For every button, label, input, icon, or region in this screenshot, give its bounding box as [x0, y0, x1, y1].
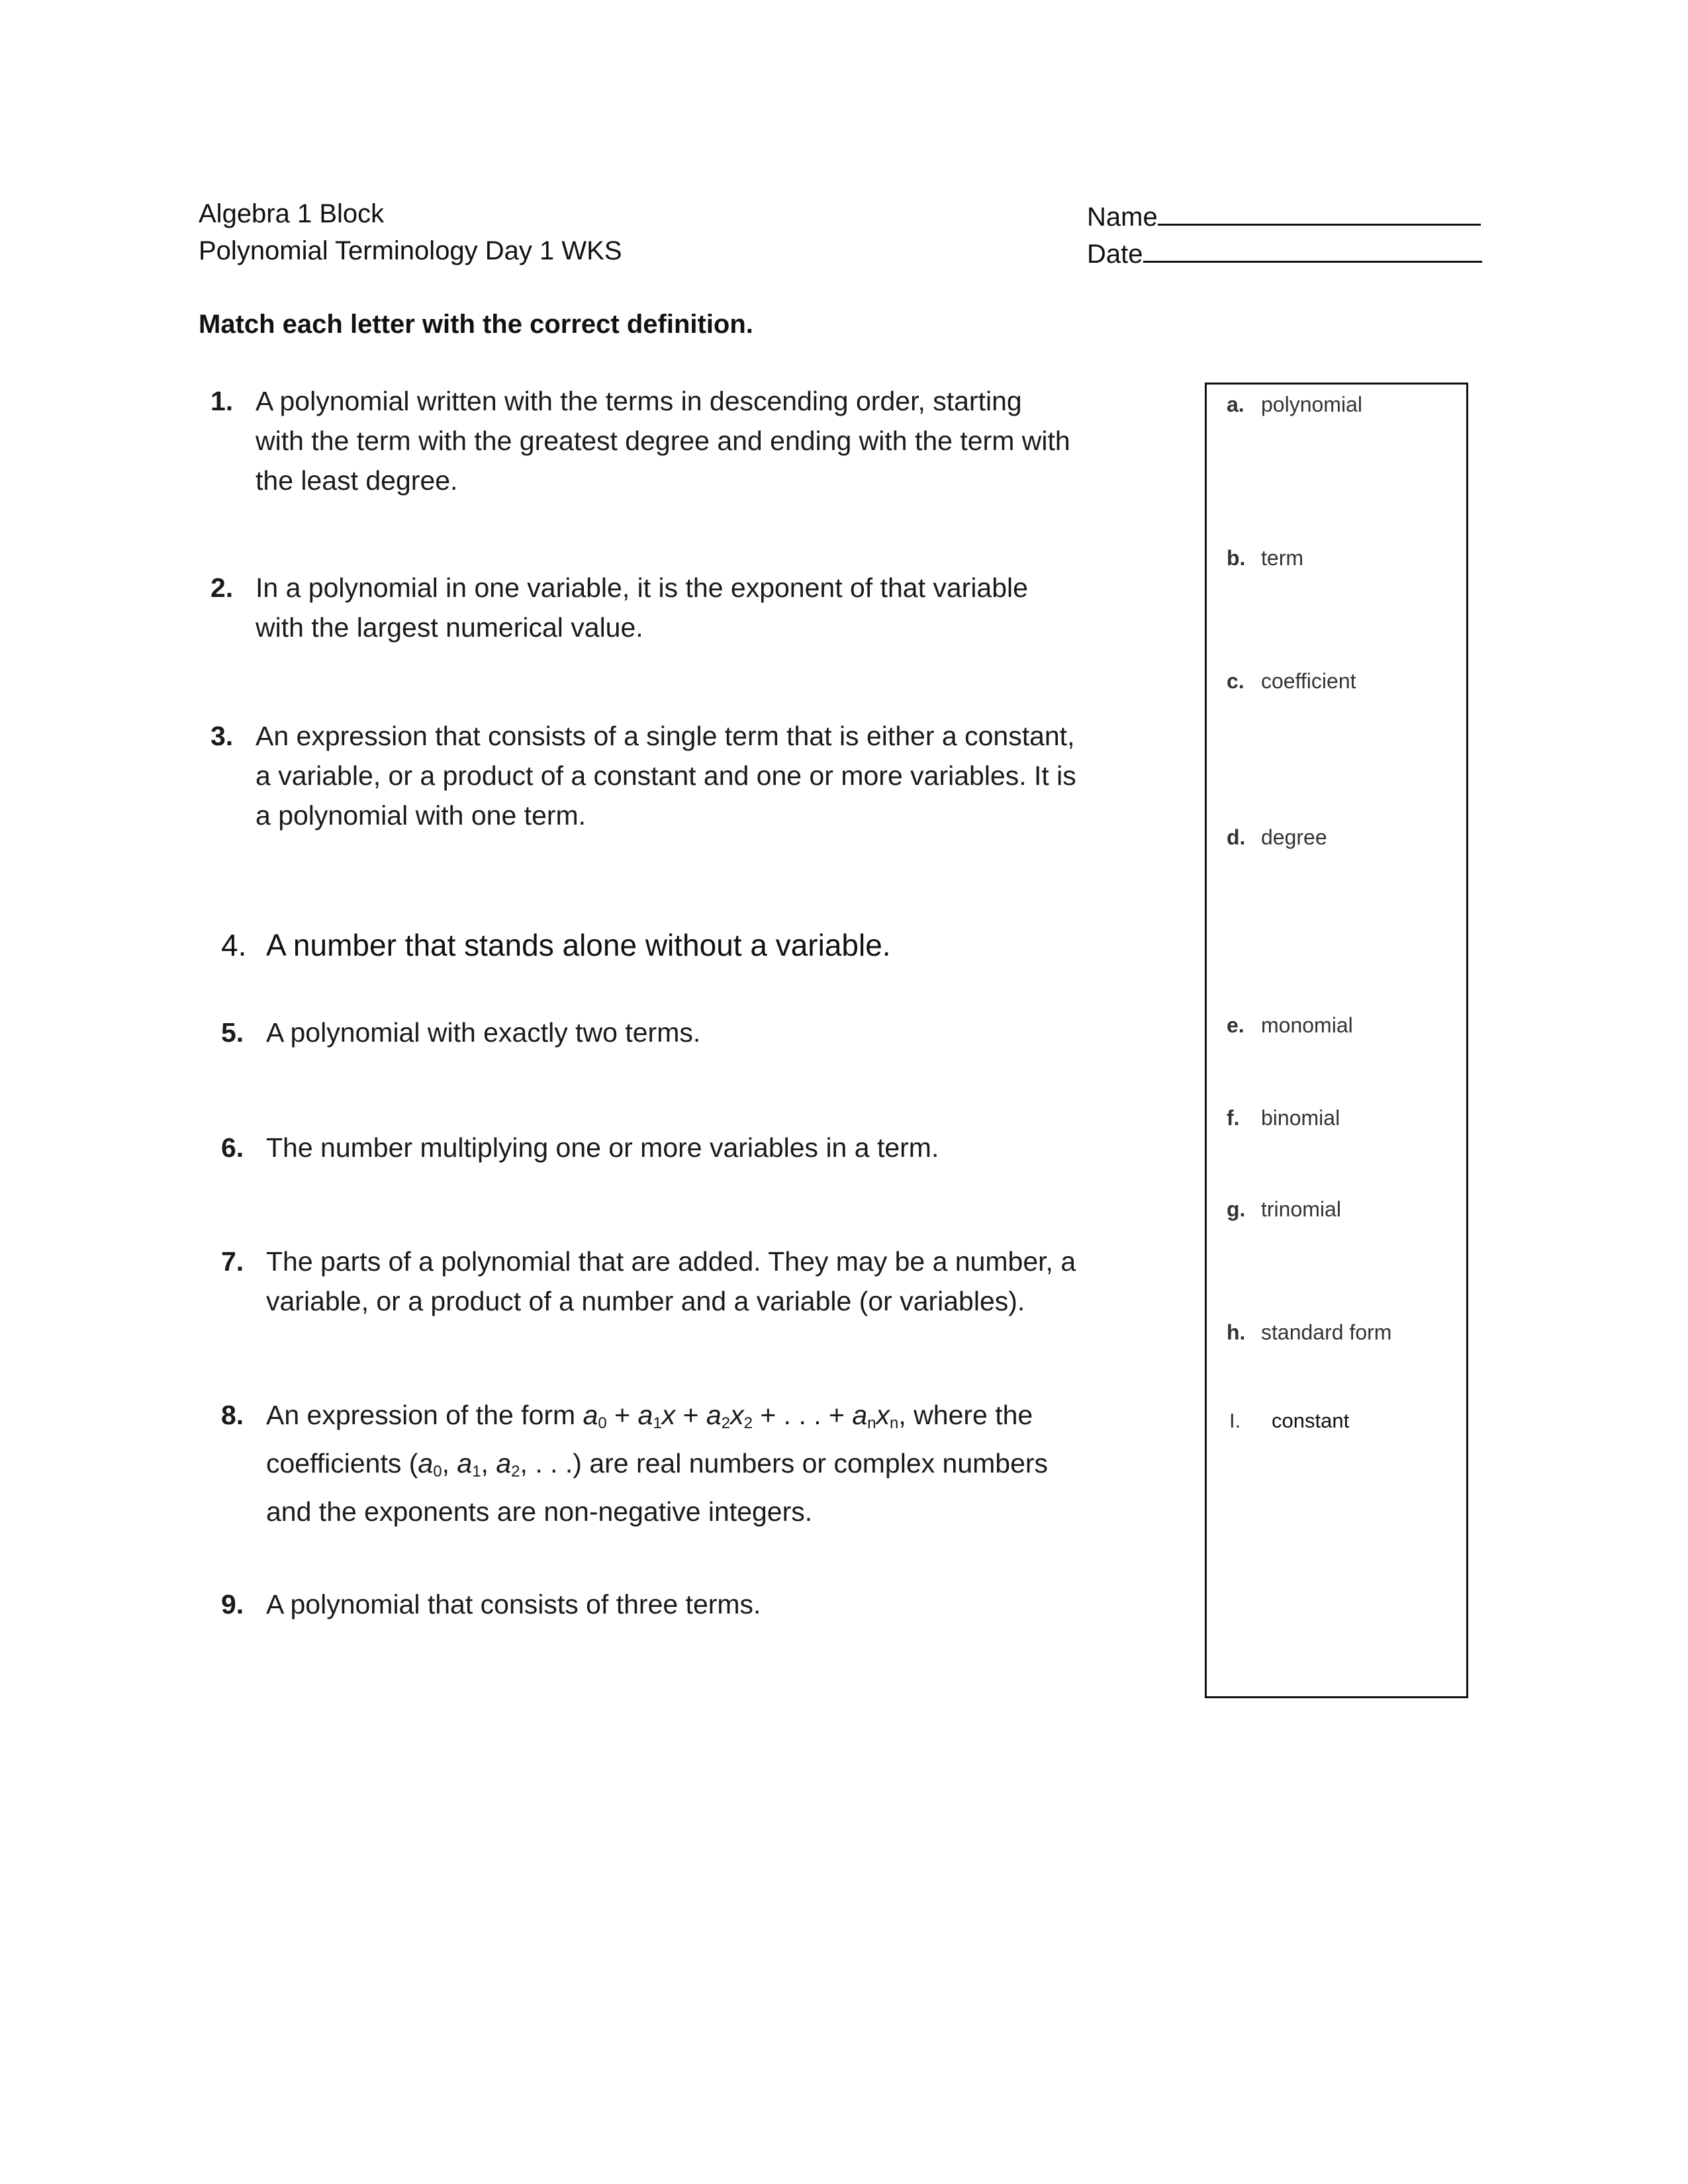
- course-title: Algebra 1 Block: [199, 199, 385, 228]
- question-number: 6.: [221, 1132, 244, 1163]
- option-term: trinomial: [1261, 1197, 1341, 1221]
- option-term: standard form: [1261, 1320, 1392, 1344]
- option-i: [1229, 1409, 1349, 1433]
- term-options-box: [1205, 383, 1468, 1698]
- option-term: binomial: [1261, 1106, 1340, 1130]
- question-4: [221, 925, 1161, 965]
- option-d: [1227, 825, 1327, 850]
- name-blank-line[interactable]: [1158, 199, 1481, 226]
- question-text: A polynomial that consists of three terms.: [266, 1589, 761, 1619]
- option-letter: h.: [1227, 1320, 1246, 1344]
- question-number: 5.: [221, 1017, 244, 1048]
- option-e: [1227, 1013, 1353, 1038]
- question-number: 4.: [221, 928, 247, 962]
- option-b: [1227, 546, 1303, 570]
- option-a: [1227, 392, 1362, 417]
- question-text: An expression of the form $a_0 + a_1x + a_2x_2$ + . . . + $a_nx_n$, where the coefficients ($a_0$, $a_1$, $a_2$, . . .) are real numbers or complex numbers and the exponents are non-negative integers.: [266, 1395, 1048, 1531]
- question-6: [221, 1128, 1161, 1167]
- option-h: [1227, 1320, 1391, 1345]
- option-letter: c.: [1227, 669, 1244, 693]
- question-3: [211, 716, 1150, 835]
- question-text: In a polynomial in one variable, it is the exponent of that variable with the largest numerical value.: [256, 572, 1028, 643]
- option-term: degree: [1261, 825, 1327, 849]
- question-8: [221, 1395, 1161, 1527]
- option-letter: b.: [1227, 546, 1246, 570]
- option-f: [1227, 1106, 1340, 1130]
- question-8-line-1: An expression of the form $a_0 + a_1x + a_2x_2$ + . . . + $a_nx_n$, where the: [266, 1400, 1033, 1432]
- question-8-line-2: coefficients ($a_0$, $a_1$, $a_2$, . . .) are real numbers or complex numbers: [266, 1448, 1049, 1480]
- date-label: Date: [1087, 240, 1143, 269]
- question-7: [221, 1242, 1161, 1321]
- option-letter: e.: [1227, 1013, 1244, 1037]
- question-text: A polynomial written with the terms in descending order, starting with the term with the greatest degree and ending with the term with the least degree.: [256, 386, 1070, 496]
- question-2: [211, 568, 1150, 647]
- question-number: 3.: [211, 721, 234, 751]
- question-5: [221, 1013, 1161, 1052]
- question-text: A number that stands alone without a variable.: [266, 928, 891, 962]
- date-field[interactable]: [1087, 236, 1482, 269]
- polynomial-formula: $a_0 + a_1x + a_2x_2$ + . . . + $a_nx_n$: [583, 1400, 899, 1432]
- question-text: A polynomial with exactly two terms.: [266, 1017, 701, 1048]
- question-number: 2.: [211, 572, 234, 603]
- question-9: [221, 1584, 1161, 1624]
- date-blank-line[interactable]: [1143, 236, 1482, 263]
- option-term: polynomial: [1261, 392, 1362, 416]
- option-c: [1227, 669, 1356, 694]
- question-number: 9.: [221, 1589, 244, 1619]
- option-term: constant: [1272, 1409, 1350, 1432]
- option-letter: I.: [1229, 1409, 1241, 1432]
- option-term: monomial: [1261, 1013, 1353, 1037]
- option-letter: g.: [1227, 1197, 1246, 1221]
- question-number: 8.: [221, 1400, 244, 1430]
- question-text: The parts of a polynomial that are added. They may be a number, a variable, or a product of a number and a variable (or variables).: [266, 1246, 1076, 1316]
- name-field[interactable]: [1087, 199, 1481, 232]
- name-label: Name: [1087, 203, 1158, 232]
- option-letter: d.: [1227, 825, 1246, 849]
- question-text: An expression that consists of a single term that is either a constant, a variable, or a product of a constant and one or more variables. It is a polynomial with one term.: [256, 721, 1076, 831]
- question-number: 7.: [221, 1246, 244, 1277]
- option-term: coefficient: [1261, 669, 1356, 693]
- question-text: The number multiplying one or more variables in a term.: [266, 1132, 939, 1163]
- instructions: Match each letter with the correct definition.: [199, 310, 753, 339]
- option-g: [1227, 1197, 1341, 1222]
- worksheet-title: Polynomial Terminology Day 1 WKS: [199, 236, 622, 265]
- option-letter: f.: [1227, 1106, 1240, 1130]
- question-number: 1.: [211, 386, 234, 416]
- option-term: term: [1261, 546, 1303, 570]
- question-1: [211, 381, 1150, 500]
- option-letter: a.: [1227, 392, 1244, 416]
